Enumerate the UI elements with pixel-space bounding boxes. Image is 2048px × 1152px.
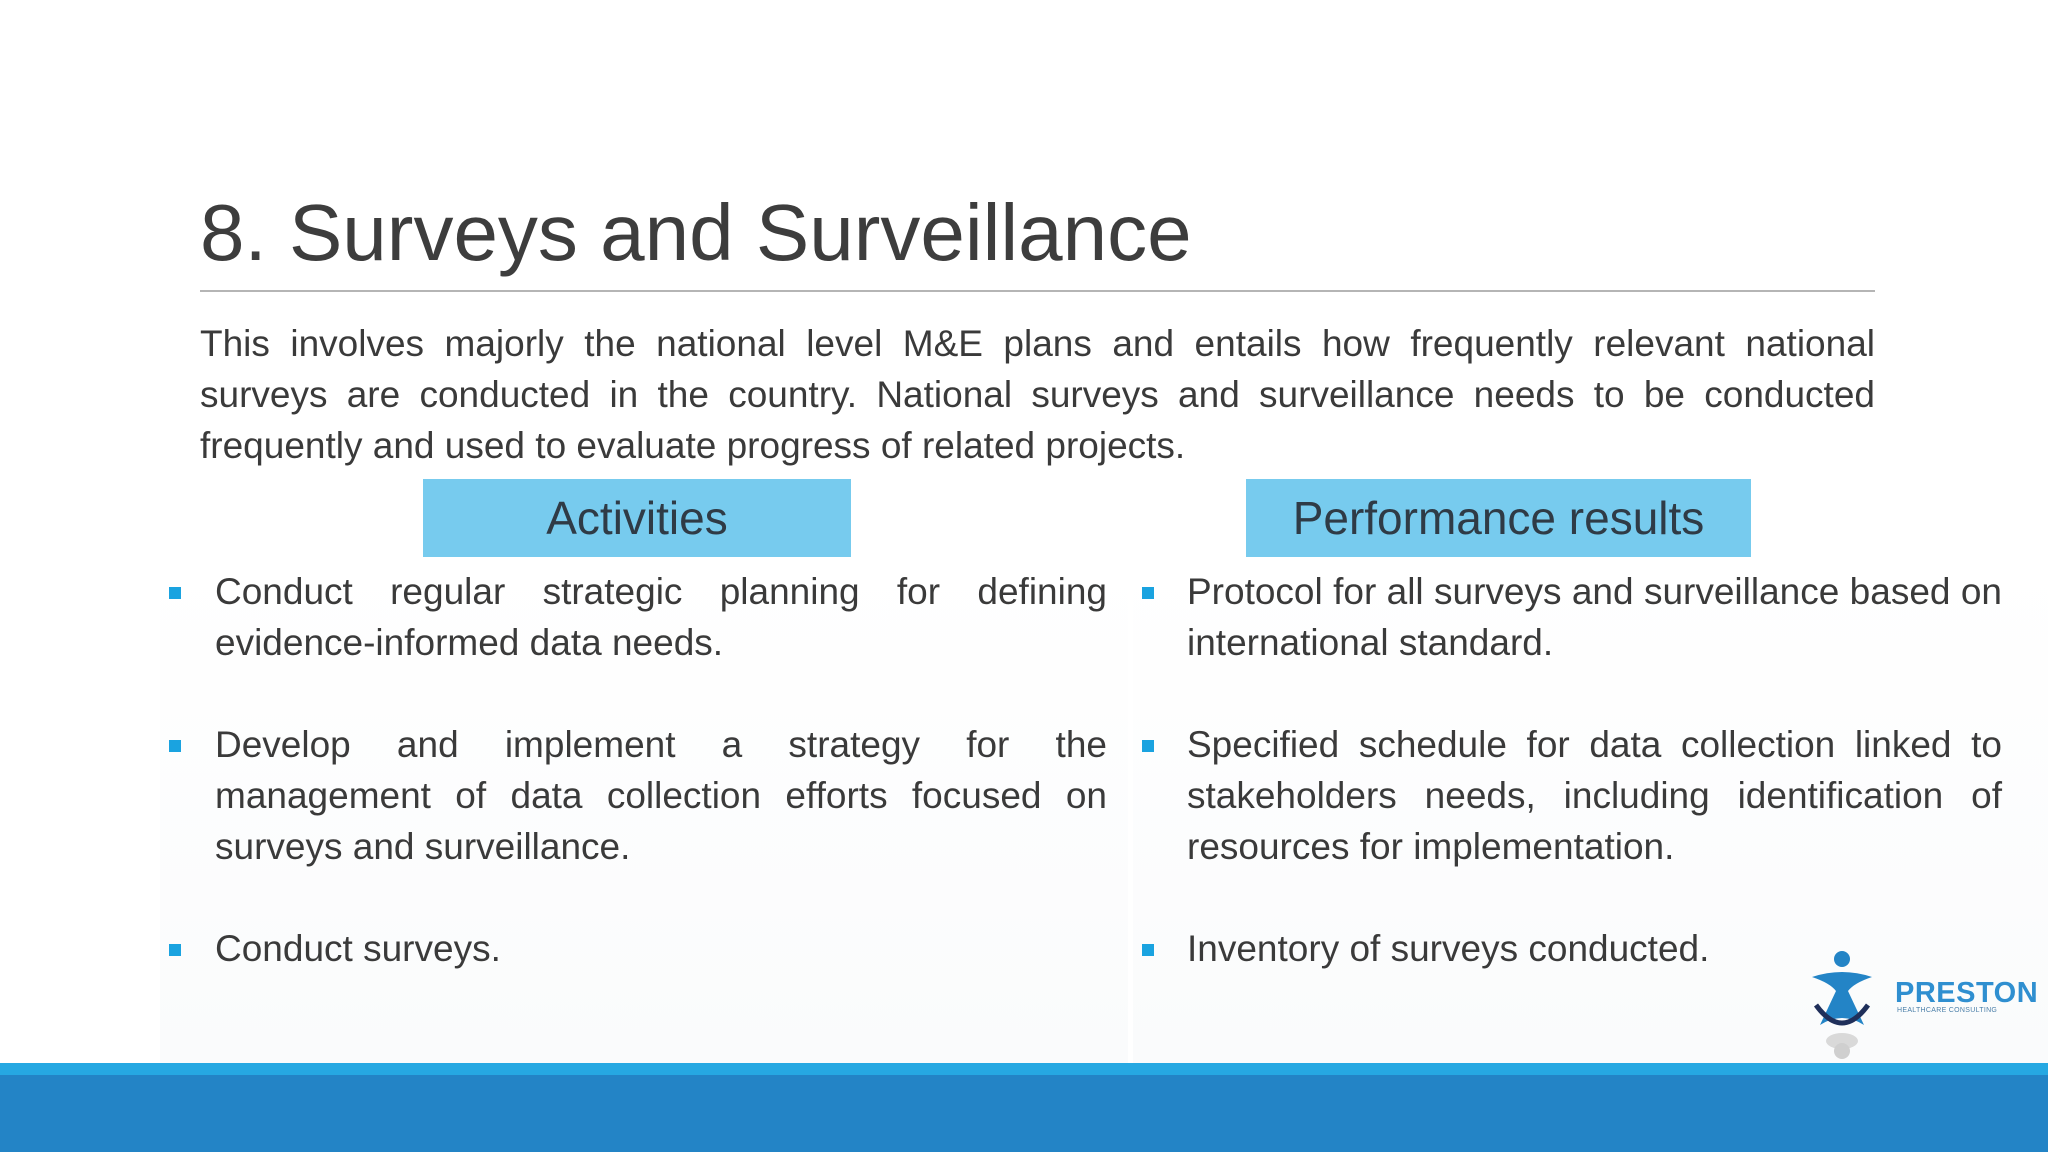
footer-accent-band <box>0 1063 2048 1075</box>
activity-text: Develop and implement a strategy for the management of data collection efforts focused on surveys and surveillance. <box>215 724 1107 867</box>
activities-header: Activities <box>423 479 851 557</box>
list-item <box>215 566 1107 668</box>
activity-text: Conduct regular strategic planning for defining evidence-informed data needs. <box>215 571 1107 663</box>
logo-wordmark: PRESTON <box>1895 977 2039 1009</box>
list-item <box>1187 566 2002 668</box>
slide-title: 8. Surveys and Surveillance <box>200 188 1192 277</box>
performance-text: Inventory of surveys conducted. <box>1187 928 1710 969</box>
square-bullet-icon <box>1142 740 1154 752</box>
list-item <box>1187 719 2002 872</box>
square-bullet-icon <box>1142 944 1154 956</box>
square-bullet-icon <box>169 587 181 599</box>
logo-subtitle: HEALTHCARE CONSULTING <box>1897 1007 1998 1014</box>
footer-band <box>0 1075 2048 1152</box>
activities-list <box>215 566 1107 1025</box>
square-bullet-icon <box>1142 587 1154 599</box>
activities-column <box>160 560 1128 1065</box>
performance-text: Protocol for all surveys and surveillance based on international standard. <box>1187 571 2002 663</box>
intro-paragraph: This involves majorly the national level M&E plans and entails how frequently relevant national surveys are conducted in the country. National surveys and surveillance needs to be conducted frequently and used to evaluate progress of related projects. <box>200 323 1875 466</box>
list-item <box>215 923 1107 974</box>
activity-text: Conduct surveys. <box>215 928 501 969</box>
square-bullet-icon <box>169 740 181 752</box>
list-item <box>215 719 1107 872</box>
square-bullet-icon <box>169 944 181 956</box>
performance-results-header: Performance results <box>1246 479 1751 557</box>
title-divider <box>200 290 1875 292</box>
performance-text: Specified schedule for data collection linked to stakeholders needs, including identification of resources for implementation. <box>1187 724 2002 867</box>
